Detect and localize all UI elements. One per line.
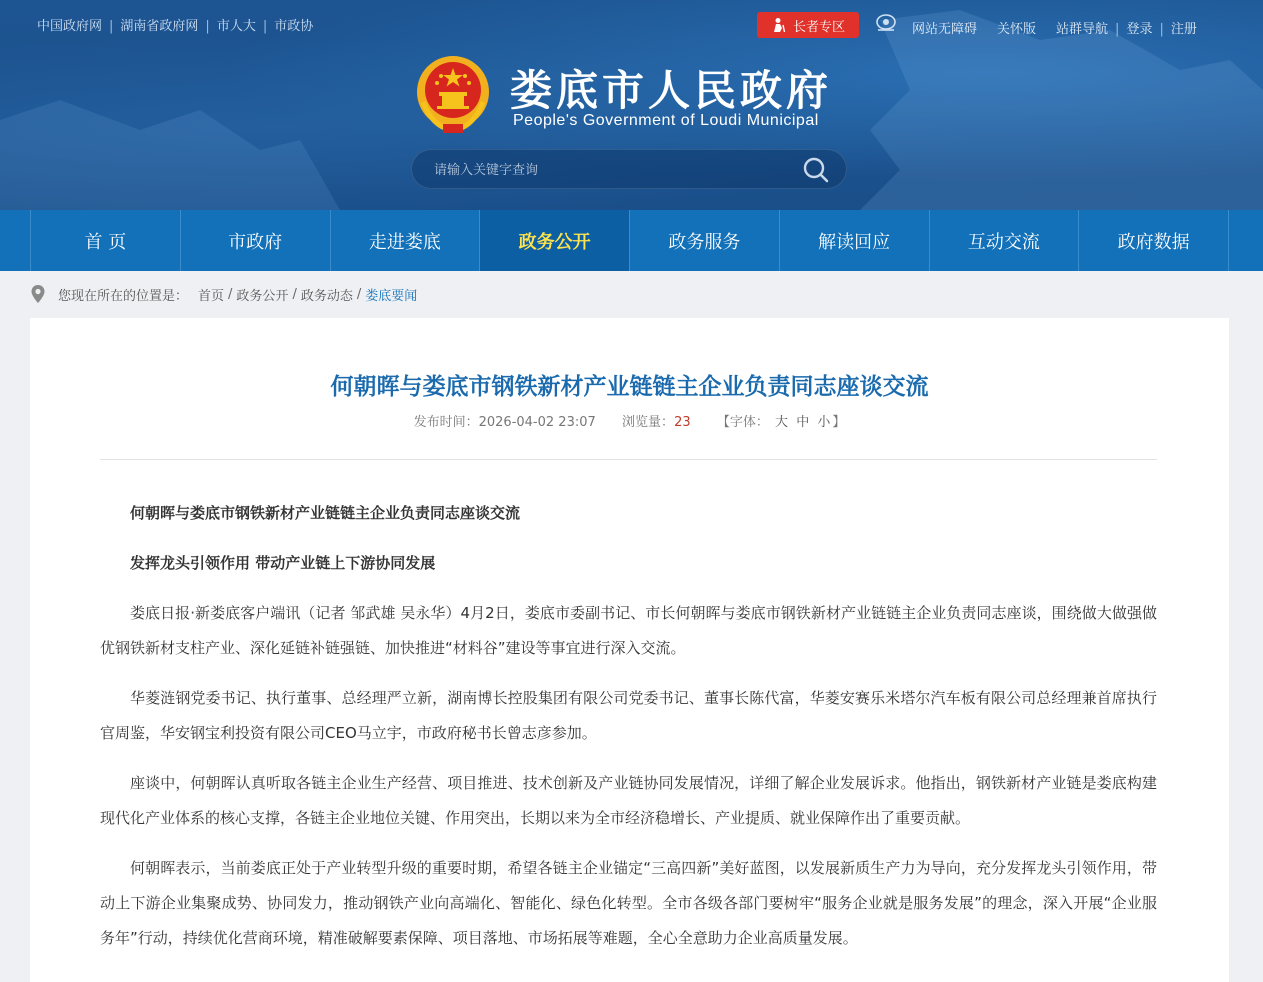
link-care-version[interactable]: 关怀版 — [997, 22, 1037, 37]
font-size-small[interactable]: 小 — [817, 415, 831, 430]
nav-interpretation[interactable]: 解读回应 — [780, 210, 930, 271]
article-paragraph: 座谈中，何朝晖认真听取各链主企业生产经营、项目推进、技术创新及产业链协同发展情况，详细了解企业发展诉求。他指出，钢铁新材产业链是娄底构建现代化产业体系的核心支撑，各链主企业地位关键、作用突出，长期以来为全市经济稳增长、产业提质、就业保障作出了重要贡献。 — [100, 774, 1157, 827]
article-paragraph: 发挥龙头引领作用 带动产业链上下游协同发展 — [130, 554, 436, 572]
top-links — [37, 15, 313, 34]
article-paragraph: 华菱涟钢党委书记、执行董事、总经理严立新，湖南博长控股集团有限公司党委书记、董事长陈代富，华菱安赛乐米塔尔汽车板有限公司总经理兼首席执行官周鉴，华安钢宝利投资有限公司CEO马立宇，市政府秘书长曾志彦参加。 — [100, 689, 1157, 742]
breadcrumb-government-news[interactable]: 政务动态 — [300, 288, 353, 304]
national-emblem-logo — [413, 52, 493, 136]
nav-city-government[interactable]: 市政府 — [181, 210, 331, 271]
article-meta — [30, 411, 1229, 430]
nav-government-affairs-disclosure[interactable]: 政务公开 — [480, 210, 630, 271]
article-body — [100, 496, 1157, 971]
nav-government-data[interactable]: 政府数据 — [1079, 210, 1229, 271]
link-accessibility[interactable]: 网站无障碍 — [912, 22, 978, 37]
breadcrumb-government-affairs[interactable]: 政务公开 — [236, 288, 289, 304]
link-site-navigation[interactable]: 站群导航 — [1056, 22, 1109, 37]
article-title: 何朝晖与娄底市钢铁新材产业链链主企业负责同志座谈交流 — [330, 374, 929, 400]
publish-time: 2026-04-02 23:07 — [478, 415, 596, 430]
font-size-end: 】 — [832, 415, 846, 430]
divider — [100, 459, 1157, 460]
top-bar — [0, 0, 1263, 46]
views-label: 浏览量： — [622, 415, 675, 430]
site-title: 娄底市人民政府 — [510, 66, 833, 115]
search-input[interactable] — [432, 150, 796, 190]
register-link[interactable]: 注册 — [1170, 22, 1197, 37]
accessibility-icon[interactable] — [875, 13, 897, 33]
article-paragraph: 娄底日报·新娄底客户端讯（记者 邹武雄 吴永华）4月2日，娄底市委副书记、市长何朝晖与娄底市钢铁新材产业链链主企业负责同志座谈，围绕做大做强做优钢铁新材支柱产业、深化延链补链强链、加快推进“材料谷”建设等事宜进行深入交流。 — [100, 604, 1157, 657]
separator: | — [1159, 22, 1164, 37]
views-count: 23 — [674, 415, 691, 430]
article-paragraph: 何朝晖表示，当前娄底正处于产业转型升级的重要时期，希望各链主企业锚定“三高四新”美好蓝图，以发展新质生产力为导向，充分发挥龙头引领作用，带动上下游企业集聚成势、协同发力，推动钢铁产业向高端化、智能化、绿色化转型。全市各级各部门要树牢“服务企业就是服务发展”的理念，深入开展“企业服务年”行动，持续优化营商环境，精准破解要素保障、项目落地、市场拓展等难题，全心全意助力企业高质量发展。 — [100, 859, 1157, 947]
nav-home[interactable]: 首 页 — [30, 210, 181, 271]
main-navigation — [0, 210, 1263, 271]
font-size-large[interactable]: 大 — [775, 415, 789, 430]
nav-about-loudi[interactable]: 走进娄底 — [331, 210, 481, 271]
link-cppcc[interactable]: 市政协 — [274, 19, 314, 34]
elder-zone-button[interactable] — [757, 12, 859, 38]
search-icon[interactable] — [802, 156, 830, 184]
nav-government-services[interactable]: 政务服务 — [630, 210, 780, 271]
site-subtitle: People's Government of Loudi Municipal — [513, 112, 819, 129]
breadcrumb: 您现在所在的位置是： 首页 / 政务公开 / 政务动态 / 娄底要闻 — [30, 283, 417, 305]
link-npc[interactable]: 市人大 — [216, 19, 256, 34]
right-links — [912, 18, 1197, 37]
login-link[interactable]: 登录 — [1126, 22, 1153, 37]
separator: | — [109, 19, 114, 34]
publish-label: 发布时间： — [413, 415, 479, 430]
breadcrumb-prefix: 您现在所在的位置是： — [58, 288, 189, 304]
location-pin-icon — [30, 284, 46, 304]
breadcrumb-current[interactable]: 娄底要闻 — [365, 288, 418, 304]
breadcrumb-home[interactable]: 首页 — [198, 288, 225, 304]
separator: | — [205, 19, 210, 34]
separator: | — [1115, 22, 1120, 37]
font-size-label: 【字体： — [716, 415, 769, 430]
elder-person-icon — [771, 17, 787, 33]
font-size-medium[interactable]: 中 — [796, 415, 810, 430]
search-box — [411, 149, 847, 189]
separator: | — [262, 19, 268, 34]
nav-interaction[interactable]: 互动交流 — [930, 210, 1080, 271]
link-hunan-gov[interactable]: 湖南省政府网 — [120, 19, 199, 34]
elder-zone-label: 长者专区 — [792, 19, 845, 35]
site-header — [0, 0, 1263, 210]
link-gov-cn[interactable]: 中国政府网 — [37, 19, 103, 34]
article-paragraph: 何朝晖与娄底市钢铁新材产业链链主企业负责同志座谈交流 — [130, 504, 521, 522]
article-panel — [30, 318, 1229, 982]
